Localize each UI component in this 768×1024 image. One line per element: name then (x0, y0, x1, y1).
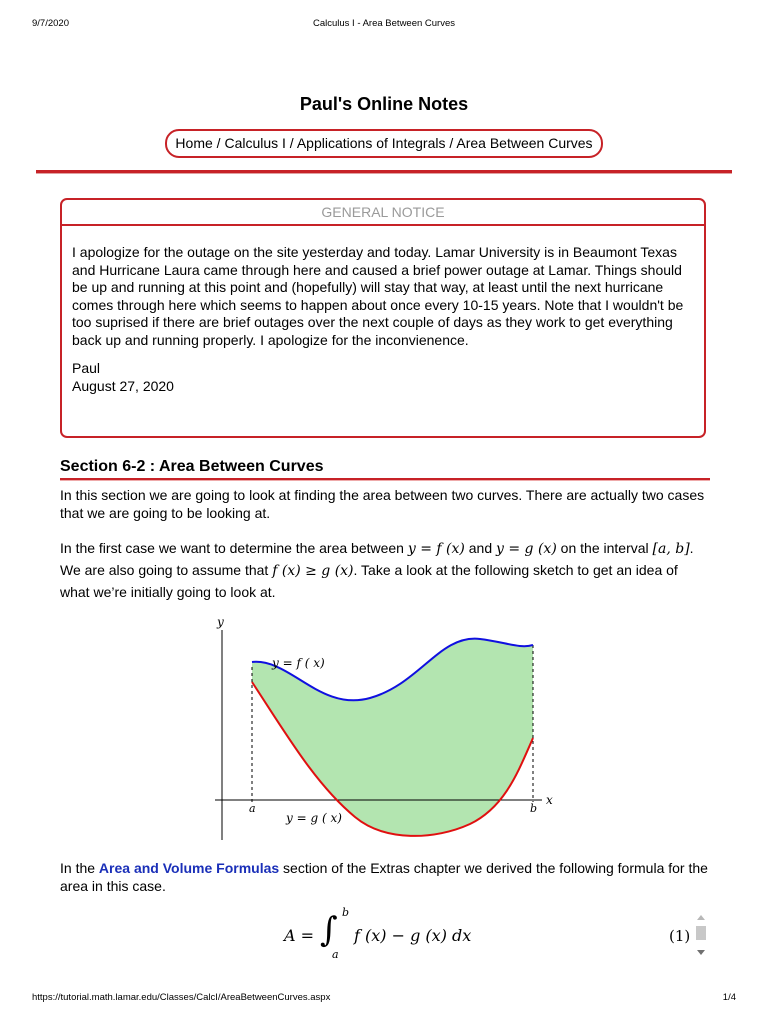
formula-intro-text: In the (60, 860, 99, 876)
breadcrumb-separator: / (285, 135, 297, 151)
equation-number: (1) (669, 927, 691, 945)
scroll-up-arrow-icon[interactable] (697, 915, 705, 920)
integral-lower-limit: a (332, 948, 339, 961)
first-case-text: . We are also going to assume that (60, 540, 694, 578)
print-footer (32, 992, 736, 1006)
print-header (32, 18, 736, 32)
formula-intro-paragraph (60, 860, 710, 895)
g-curve-label: y = g ( x) (286, 811, 342, 825)
breadcrumb-container (0, 129, 768, 158)
first-case-text: In the first case we want to determine the area between (60, 540, 408, 556)
intro-paragraph: In this section we are going to look at finding the area between two curves. There are actually two cases that we are going to be looking at. (60, 487, 705, 521)
math-y-equals-f: y = f (x) (407, 541, 465, 557)
notice-message: I apologize for the outage on the site yesterday and today. Lamar University is in Beaumont Texas and Hurricane Laura came through here and caused a brief power outage at Lamar. Things should be up and running at this point and (hopefully) will stay that way, at least until the next hurricane comes through here which seems to happen about once every 10-15 years. Note that I wouldn't be too suprised if there are brief outages over the next couple of days as they work to get everything back up and running properly. I apologize for the inconvienence. (72, 244, 684, 348)
scroll-down-arrow-icon[interactable] (697, 950, 705, 955)
math-f-ge-g: f (x) ≥ g (x) (272, 563, 354, 579)
integral-sign: ∫ (320, 910, 338, 950)
first-case-text: on the interval (556, 540, 653, 556)
b-label: b (530, 802, 538, 815)
area-between-curves-sketch (200, 612, 570, 844)
formula-integrand: f (x) − g (x) dx (354, 926, 472, 945)
area-formula (280, 906, 540, 966)
print-page-number: 1/4 (722, 992, 736, 1003)
formula-intro-text: section of the Extras chapter we derived the following formula for the area in this case. (60, 860, 708, 894)
section-heading: Section 6-2 : Area Between Curves (60, 458, 324, 475)
breadcrumb-current-page: Area Between Curves (456, 135, 593, 151)
notice-date: August 27, 2020 (72, 377, 174, 394)
integral-upper-limit: b (342, 906, 350, 919)
first-case-paragraph (60, 538, 710, 603)
print-page-title: Calculus I - Area Between Curves (312, 18, 456, 29)
first-case-text: and (464, 540, 497, 556)
formula-lhs: A = (284, 926, 315, 945)
breadcrumb-applications-of-integrals[interactable]: Applications of Integrals (296, 135, 446, 151)
breadcrumb-separator: / (212, 135, 225, 151)
breadcrumb (165, 129, 602, 158)
notice-signature: Paul (72, 360, 101, 376)
first-case-text: . Take a look at the following sketch to get an idea of what we’re initially going to look at. (60, 562, 678, 600)
math-interval-ab: [a, b] (652, 541, 690, 557)
breadcrumb-calculus-i[interactable]: Calculus I (224, 135, 286, 151)
site-title[interactable]: Paul's Online Notes (299, 94, 469, 114)
notice-body (62, 226, 704, 395)
section-heading-bar (60, 456, 710, 480)
notice-title: GENERAL NOTICE (62, 200, 704, 226)
math-y-equals-g: y = g (x) (496, 541, 557, 557)
print-date: 9/7/2020 (32, 18, 69, 29)
general-notice-box (60, 198, 706, 438)
breadcrumb-separator: / (445, 135, 457, 151)
print-url: https://tutorial.math.lamar.edu/Classes/CalcI/AreaBetweenCurves.aspx (32, 992, 331, 1003)
x-axis-label: x (546, 793, 553, 807)
header-divider (36, 170, 732, 174)
y-axis-label: y (217, 615, 224, 629)
area-and-volume-formulas-link[interactable]: Area and Volume Formulas (98, 860, 280, 876)
f-curve-label: y = f ( x) (272, 656, 325, 670)
breadcrumb-home[interactable]: Home (175, 135, 213, 151)
scroll-thumb[interactable] (696, 926, 706, 940)
formula-scrollbar[interactable] (694, 912, 708, 958)
a-label: a (249, 802, 256, 815)
